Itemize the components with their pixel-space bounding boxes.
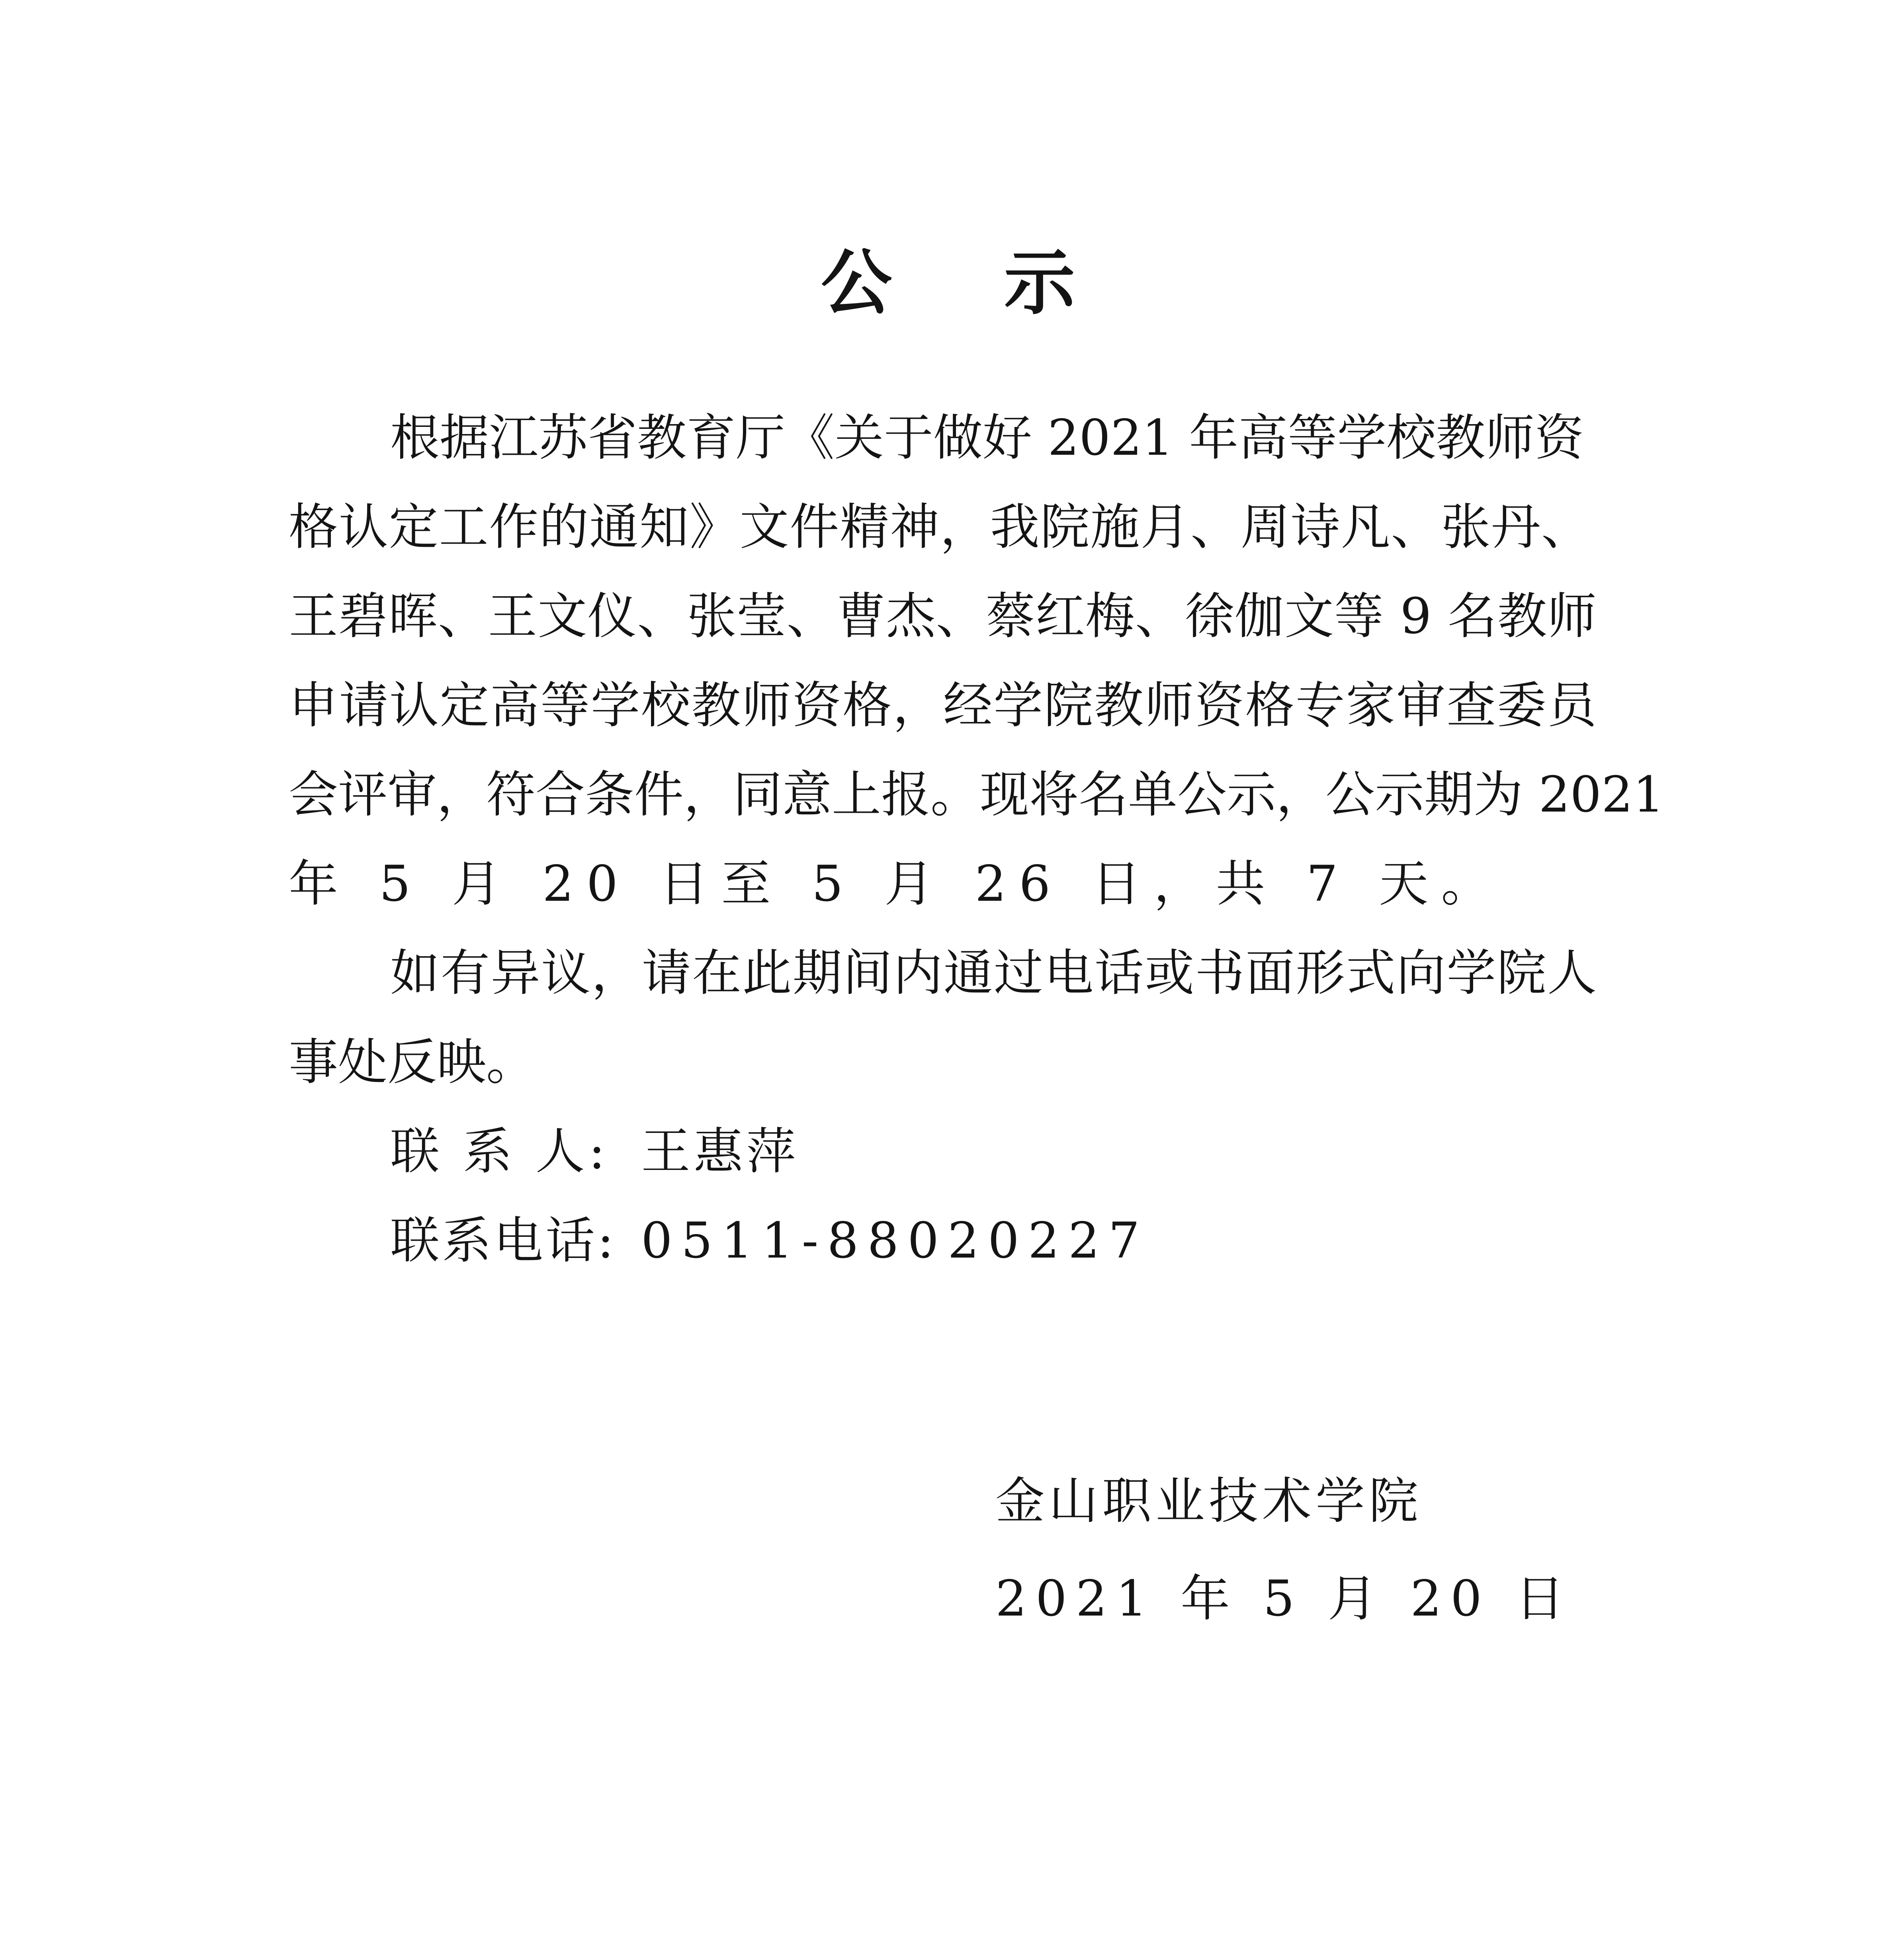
paragraph2-line-1: 如有异议，请在此期间内通过电话或书面形式向学院人 [390, 945, 1597, 1002]
paragraph1-line-2: 格认定工作的通知》文件精神，我院施月、周诗凡、张丹、 [289, 499, 1591, 556]
contact-phone-value: 0511-88020227 [641, 1212, 1149, 1270]
signature-date: 2021 年 5 月 20 日 [995, 1570, 1573, 1627]
paragraph1-line-4: 申请认定高等学校教师资格，经学院教师资格专家审查委员 [289, 677, 1597, 734]
paragraph2-line-2: 事处反映。 [289, 1034, 536, 1091]
notice-title: 公 示 [821, 241, 1119, 324]
contact-phone-label: 联系电话: [390, 1212, 616, 1270]
contact-person-label: 联 系 人: [390, 1123, 605, 1180]
contact-person-value: 王惠萍 [641, 1123, 799, 1180]
paragraph1-line-1: 根据江苏省教育厅《关于做好 2021 年高等学校教师资 [390, 409, 1584, 467]
paragraph1-line-3: 王碧晖、王文仪、张莹、曹杰、蔡红梅、徐伽文等 9 名教师 [289, 588, 1597, 645]
paragraph1-line-5: 会评审，符合条件，同意上报。现将名单公示，公示期为 2021 [289, 766, 1664, 824]
signature-organization: 金山职业技术学院 [995, 1473, 1423, 1530]
paragraph1-line-6: 年 5 月 20 日至 5 月 26 日，共 7 天。 [289, 855, 1503, 913]
